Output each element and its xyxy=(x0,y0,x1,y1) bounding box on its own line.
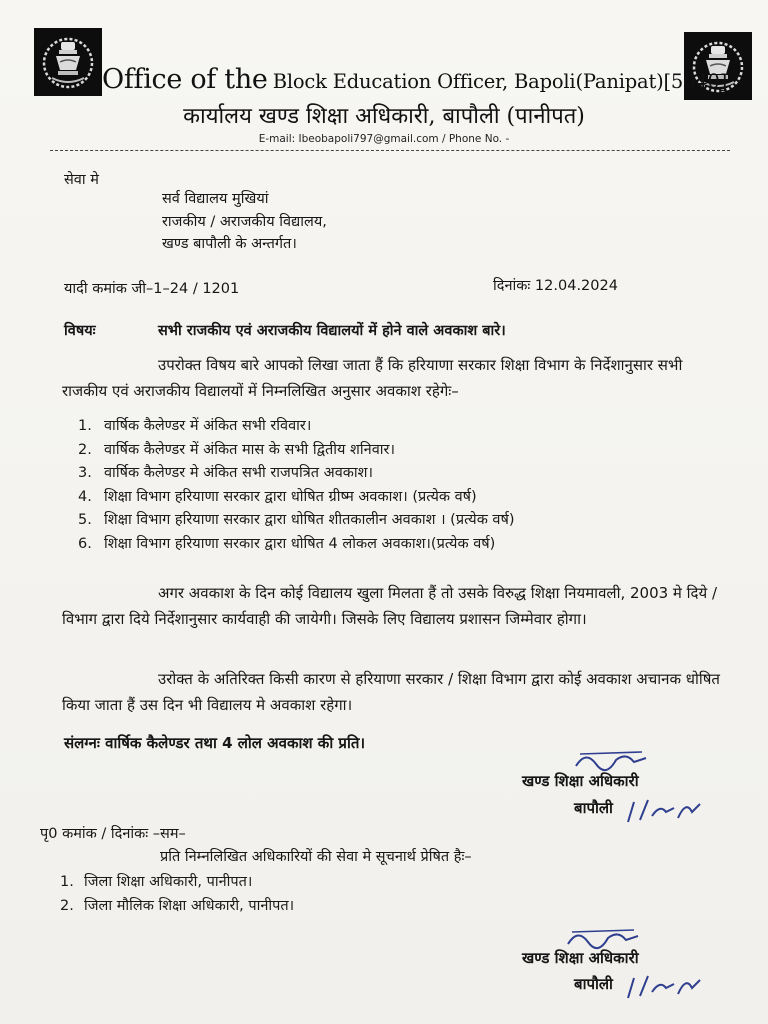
intro-text: उपरोक्त विषय बारे आपको लिखा जाता हैं कि हरियाणा सरकार शिक्षा विभाग के निर्देशानुसार सभी राजकीय एवं अराजकीय विद्यालयों में निम्नलिखित अनुसार अवकाश रहेगेः– xyxy=(62,356,683,400)
enclosure-note: संलग्नः वार्षिक कैलेण्डर तथा 4 लोल अवकाश की प्रति। xyxy=(64,734,366,752)
intro-paragraph xyxy=(62,352,712,404)
address-line-2: राजकीय / अराजकीय विद्यालय, xyxy=(162,214,327,230)
subject-text: सभी राजकीय एवं अराजकीय विद्यालयों में होने वाले अवकाश बारे। xyxy=(158,323,506,339)
endorsement-intro: प्रति निम्नलिखित अधिकारियों की सेवा मे सूचनार्थ प्रेषित हैः– xyxy=(160,849,472,865)
list-item: 6. शिक्षा विभाग हरियाणा सरकार द्वारा धोषित 4 लोकल अवकाश।(प्रत्येक वर्ष) xyxy=(78,535,496,552)
address-to: सेवा मे xyxy=(64,172,99,188)
signature-2-place: बापौली xyxy=(574,975,613,993)
letterhead-title-lead: Office of the xyxy=(102,64,268,95)
letterhead-divider xyxy=(50,150,730,151)
additional-text: उरोक्त के अतिरिक्त किसी कारण से हरियाणा सरकार / शिक्षा विभाग द्वारा कोई अवकाश अचानक धोषित किया जाता हैं उस दिन भी विद्यालय मे अवकाश रहेगा। xyxy=(62,670,720,714)
additional-paragraph xyxy=(62,666,722,718)
letterhead-contact: E-mail: Ibeobapoli797@gmail.com / Phone No. - xyxy=(258,133,510,145)
list-item: 1. वार्षिक कैलेण्डर में अंकित सभी रविवार। xyxy=(78,418,312,434)
list-item: 2. जिला मौलिक शिक्षा अधिकारी, पानीपत। xyxy=(60,898,295,914)
endorsement-reference: पृ0 कमांक / दिनांकः –सम– xyxy=(40,826,186,842)
signature-1-designation: खण्ड शिक्षा अधिकारी xyxy=(522,772,639,790)
penalty-text: अगर अवकाश के दिन कोई विद्यालय खुला मिलता हैं तो उसके विरुद्ध शिक्षा नियमावली, 2003 मे दिये / विभाग द्वारा दिये निर्देशानुसार कार्यवाही की जायेगी। जिसके लिए विद्यालय प्रशासन जिम्मेवार होगा। xyxy=(62,584,718,628)
letterhead-title-hindi: कार्यालय खण्ड शिक्षा अधिकारी, बापौली (पानीपत) xyxy=(183,104,585,129)
subject-label: विषयः xyxy=(64,323,96,339)
address-line-1: सर्व विद्यालय मुखियां xyxy=(162,191,269,207)
holiday-list xyxy=(78,415,678,557)
list-item: 1. जिला शिक्षा अधिकारी, पानीपत। xyxy=(60,874,253,890)
list-item: 4. शिक्षा विभाग हरियाणा सरकार द्वारा धोषित ग्रीष्म अवकाश। (प्रत्येक वर्ष) xyxy=(78,488,477,505)
penalty-paragraph xyxy=(62,580,722,632)
list-item: 3. वार्षिक कैलेण्डर मे अंकित सभी राजपत्रित अवकाश। xyxy=(78,465,374,482)
list-item: 2. वार्षिक कैलेण्डर में अंकित मास के सभी द्वितीय शनिवार। xyxy=(78,441,395,458)
reference-number: यादी कमांक जी–1–24 / 1201 xyxy=(64,281,240,297)
haryana-emblem-left xyxy=(34,28,102,96)
handwritten-date-1 xyxy=(626,790,706,834)
handwritten-date-2 xyxy=(626,966,706,1010)
copy-recipients-list xyxy=(60,870,294,918)
signature-1-place: बापौली xyxy=(574,799,613,817)
emblem-icon xyxy=(38,32,98,92)
address-line-3: खण्ड बापौली के अन्तर्गत। xyxy=(162,236,297,252)
letter-date: दिनांकः 12.04.2024 xyxy=(493,278,618,294)
letterhead-title xyxy=(102,64,728,95)
letterhead-title-rest: Block Education Officer, Bapoli(Panipat)[5040] xyxy=(272,70,728,93)
list-item: 5. शिक्षा विभाग हरियाणा सरकार द्वारा धोषित शीतकालीन अवकाश । (प्रत्येक वर्ष) xyxy=(78,512,515,529)
signature-2-designation: खण्ड शिक्षा अधिकारी xyxy=(522,949,639,967)
